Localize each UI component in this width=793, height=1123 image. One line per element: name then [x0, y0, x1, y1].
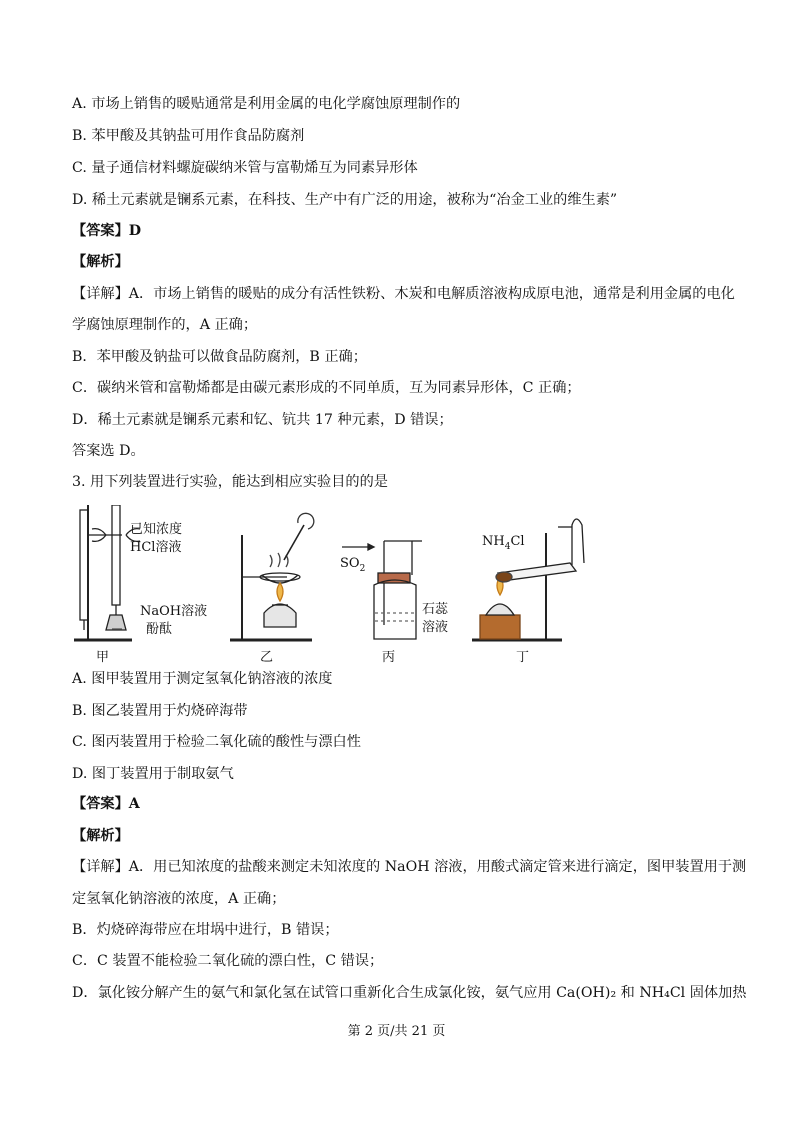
apparatus-yi [230, 513, 314, 640]
q2-option-c: C. 量子通信材料螺旋碳纳米管与富勒烯互为同素异形体 [72, 160, 418, 176]
label-naoh: NaOH溶液 [140, 604, 208, 619]
q2-answer: 【答案】D [72, 223, 142, 239]
label-yi: 乙 [260, 650, 274, 665]
q2-detail-line-1: 【详解】A．市场上销售的暖贴的成分有活性铁粉、木炭和电解质溶液构成原电池，通常是利用金属的电化 [72, 286, 735, 302]
label-so2: $SO_2$ [340, 556, 366, 574]
q2-detail-line-2: 学腐蚀原理制作的，A 正确； [72, 317, 258, 333]
label-known-conc: 已知浓度 [130, 522, 183, 537]
q2-option-b: B. 苯甲酸及其钠盐可用作食品防腐剂 [72, 128, 305, 144]
q3-analysis-heading: 【解析】 [72, 828, 129, 844]
label-hcl: HCl溶液 [130, 540, 182, 555]
q2-option-a: A. 市场上销售的暖贴通常是利用金属的电化学腐蚀原理制作的 [72, 96, 461, 112]
q3-answer: 【答案】A [72, 796, 140, 812]
q2-option-d: D. 稀土元素就是镧系元素，在科技、生产中有广泛的用途，被称为“冶金工业的维生素” [72, 192, 618, 208]
q2-detail-line-5: D．稀土元素就是镧系元素和钇、钪共 17 种元素，D 错误； [72, 412, 453, 428]
q3-stem: 3. 用下列装置进行实验，能达到相应实验目的的是 [72, 474, 388, 490]
q3-option-b: B. 图乙装置用于灼烧碎海带 [72, 703, 248, 719]
label-jia: 甲 [96, 650, 110, 665]
label-bing: 丙 [382, 650, 396, 665]
q2-analysis-heading: 【解析】 [72, 254, 129, 270]
q3-detail-line-2: 定氢氧化钠溶液的浓度，A 正确； [72, 891, 286, 907]
q3-option-d: D. 图丁装置用于制取氨气 [72, 766, 234, 782]
q3-detail-line-5: D．氯化铵分解产生的氨气和氯化氢在试管口重新化合生成氯化铵，氨气应用 Ca(OH)₂ 和 NH₄Cl 固体加热 [72, 985, 747, 1001]
q2-detail-line-4: C．碳纳米管和富勒烯都是由碳元素形成的不同单质，互为同素异形体，C 正确； [72, 380, 581, 396]
q3-option-a: A. 图甲装置用于测定氢氧化钠溶液的浓度 [72, 671, 333, 687]
label-phenolphthalein: 酚酞 [146, 622, 173, 637]
label-litmus-2: 溶液 [422, 620, 449, 635]
q3-detail-line-1: 【详解】A．用已知浓度的盐酸来测定未知浓度的 NaOH 溶液，用酸式滴定管来进行滴定，图甲装置用于测 [72, 859, 747, 875]
page-footer: 第 2 页/共 21 页 [347, 1024, 446, 1039]
q3-detail-line-4: C．C 装置不能检验二氧化硫的漂白性，C 错误； [72, 953, 384, 969]
q2-detail-line-3: B．苯甲酸及钠盐可以做食品防腐剂，B 正确； [72, 349, 367, 365]
q2-detail-line-6: 答案选 D。 [72, 443, 145, 459]
label-litmus-1: 石蕊 [422, 602, 449, 617]
apparatus-figure [72, 505, 592, 665]
label-nh4cl: $NH_4Cl$ [482, 534, 525, 552]
label-ding: 丁 [516, 650, 530, 665]
q3-detail-line-3: B．灼烧碎海带应在坩埚中进行，B 错误； [72, 922, 339, 938]
q3-option-c: C. 图丙装置用于检验二氧化硫的酸性与漂白性 [72, 734, 361, 750]
